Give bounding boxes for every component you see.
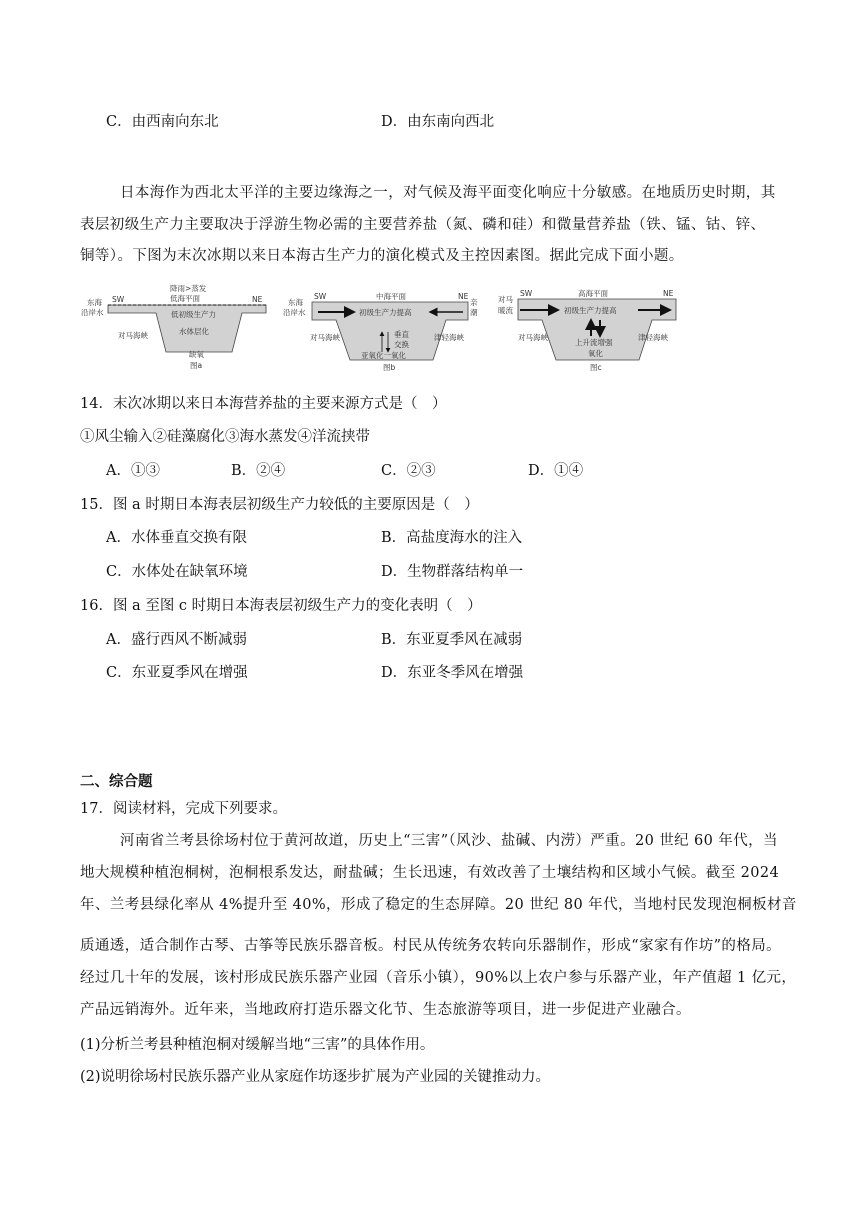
section-2-heading: 二、综合题 [80, 774, 153, 790]
q15-option-a: A．水体垂直交换有限 [106, 530, 247, 546]
q15-option-d: D．生物群落结构单一 [381, 564, 524, 580]
panel-a-ne: NE [252, 295, 263, 304]
panel-a [81, 283, 266, 370]
panel-b-coast-1: 东海 [288, 298, 303, 307]
panel-c-top: 高海平面 [578, 289, 608, 298]
panel-c-oxidation: 氧化 [588, 349, 603, 358]
panel-c-strait-left: 对马海峡 [518, 333, 548, 342]
panel-b-bottom: 亚氧化一氧化 [361, 351, 406, 360]
q17-line-2: 地大规模种植泡桐树，泡桐根系发达，耐盐碱；生长迅速，有效改善了土壤结构和区域小气候。截至 2024 [80, 865, 780, 881]
panel-c-ne: NE [663, 289, 674, 298]
panel-b-right-1: 亲 [470, 298, 478, 307]
panel-c-coast-1: 对马 [498, 295, 513, 304]
q16-option-c: C．东亚夏季风在增强 [106, 665, 248, 681]
panel-a-sw: SW [112, 295, 125, 304]
intro-line-2: 表层初级生产力主要取决于浮游生物必需的主要营养盐（氮、磷和硅）和微量营养盐（铁、锰、钴、锌、 [80, 217, 766, 233]
panel-a-caption: 图a [190, 361, 203, 370]
q13-option-c: C．由西南向东北 [106, 114, 219, 130]
panel-b-sw: SW [314, 292, 327, 301]
panel-c-caption: 图c [590, 363, 602, 372]
panel-a-anoxia: 缺氧 [189, 350, 204, 359]
panel-c-sw: SW [520, 289, 533, 298]
q13-option-d: D．由东南向西北 [381, 114, 495, 130]
q16-option-b: B．东亚夏季风在减弱 [381, 632, 523, 648]
q17-sub-1: (1)分析兰考县种植泡桐对缓解当地“三害”的具体作用。 [80, 1037, 435, 1053]
q17-line-1: 河南省兰考县徐场村位于黄河故道，历史上“三害”（风沙、盐碱、内涝）严重。20 世纪 60 年代，当 [120, 833, 778, 849]
q16-option-a: A．盛行西风不断减弱 [106, 632, 247, 648]
q17-line-3: 年、兰考县绿化率从 4%提升至 40%，形成了稳定的生态屏障。20 世纪 80 年代，当地村民发现泡桐板材音 [80, 897, 797, 913]
panel-b-top: 中海平面 [376, 292, 406, 301]
panel-a-coast-2: 沿岸水 [81, 308, 104, 317]
q14-option-b: B．②④ [231, 463, 286, 479]
panel-c-strait-right: 津轻海峡 [638, 333, 668, 342]
panel-b-exchange-1: 垂直 [394, 330, 409, 339]
q15-stem: 15．图 a 时期日本海表层初级生产力较低的主要原因是（ ） [80, 497, 479, 513]
q16-option-d: D．东亚冬季风在增强 [381, 665, 524, 681]
panel-c [498, 288, 676, 372]
panel-a-layer: 水体层化 [179, 327, 209, 336]
panel-a-top-1: 降雨>蒸发 [170, 284, 207, 293]
q15-option-c: C．水体处在缺氧环境 [106, 564, 248, 580]
q14-option-c: C．②③ [381, 463, 436, 479]
q14-stem: 14．末次冰期以来日本海营养盐的主要来源方式是（ ） [80, 396, 447, 412]
q14-option-d: D．①④ [528, 463, 584, 479]
panel-c-upwelling: 上升流增强 [575, 338, 613, 347]
panel-b-strait-left: 对马海峡 [310, 333, 340, 342]
q14-option-a: A．①③ [106, 463, 160, 479]
q16-stem: 16．图 a 至图 c 时期日本海表层初级生产力的变化表明（ ） [80, 598, 482, 614]
panel-a-productivity: 低初级生产力 [171, 310, 216, 319]
panel-a-strait: 对马海峡 [118, 331, 148, 340]
panel-b-strait-right: 津轻海峡 [434, 333, 464, 342]
japan-sea-productivity-figure [78, 282, 698, 374]
panel-b-right-2: 潮 [470, 308, 478, 317]
q17-stem: 17．阅读材料，完成下列要求。 [80, 801, 287, 817]
q15-option-b: B．高盐度海水的注入 [381, 530, 523, 546]
panel-a-coast-1: 东海 [87, 298, 102, 307]
panel-b-exchange-2: 交换 [394, 340, 409, 349]
q17-line-4: 质通透，适合制作古琴、古筝等民族乐器音板。村民从传统务农转向乐器制作，形成“家家有作坊”的格局。 [80, 938, 782, 954]
q17-line-5: 经过几十年的发展，该村形成民族乐器产业园（音乐小镇），90%以上农户参与乐器产业，年产值超 1 亿元， [80, 970, 797, 986]
panel-c-coast-2: 暖流 [498, 306, 513, 315]
panel-b-productivity: 初级生产力提高 [359, 308, 412, 317]
intro-line-3: 铜等）。下图为末次冰期以来日本海古生产力的演化模式及主控因素图。据此完成下面小题。 [80, 248, 684, 264]
panel-c-productivity: 初级生产力提高 [564, 306, 617, 315]
q14-items: ①风尘输入②硅藻腐化③海水蒸发④洋流挟带 [80, 429, 370, 445]
intro-line-1: 日本海作为西北太平洋的主要边缘海之一，对气候及海平面变化响应十分敏感。在地质历史时期，其 [120, 185, 776, 201]
panel-a-top-2: 低海平面 [170, 294, 200, 303]
q17-line-6: 产品远销海外。近年来，当地政府打造乐器文化节、生态旅游等项目，进一步促进产业融合。 [80, 1002, 691, 1018]
panel-b-ne: NE [458, 292, 469, 301]
panel-b [283, 291, 478, 372]
panel-b-caption: 图b [383, 363, 396, 372]
q17-sub-2: (2)说明徐场村民族乐器产业从家庭作坊逐步扩展为产业园的关键推动力。 [80, 1069, 551, 1085]
panel-b-coast-2: 沿岸水 [283, 308, 306, 317]
